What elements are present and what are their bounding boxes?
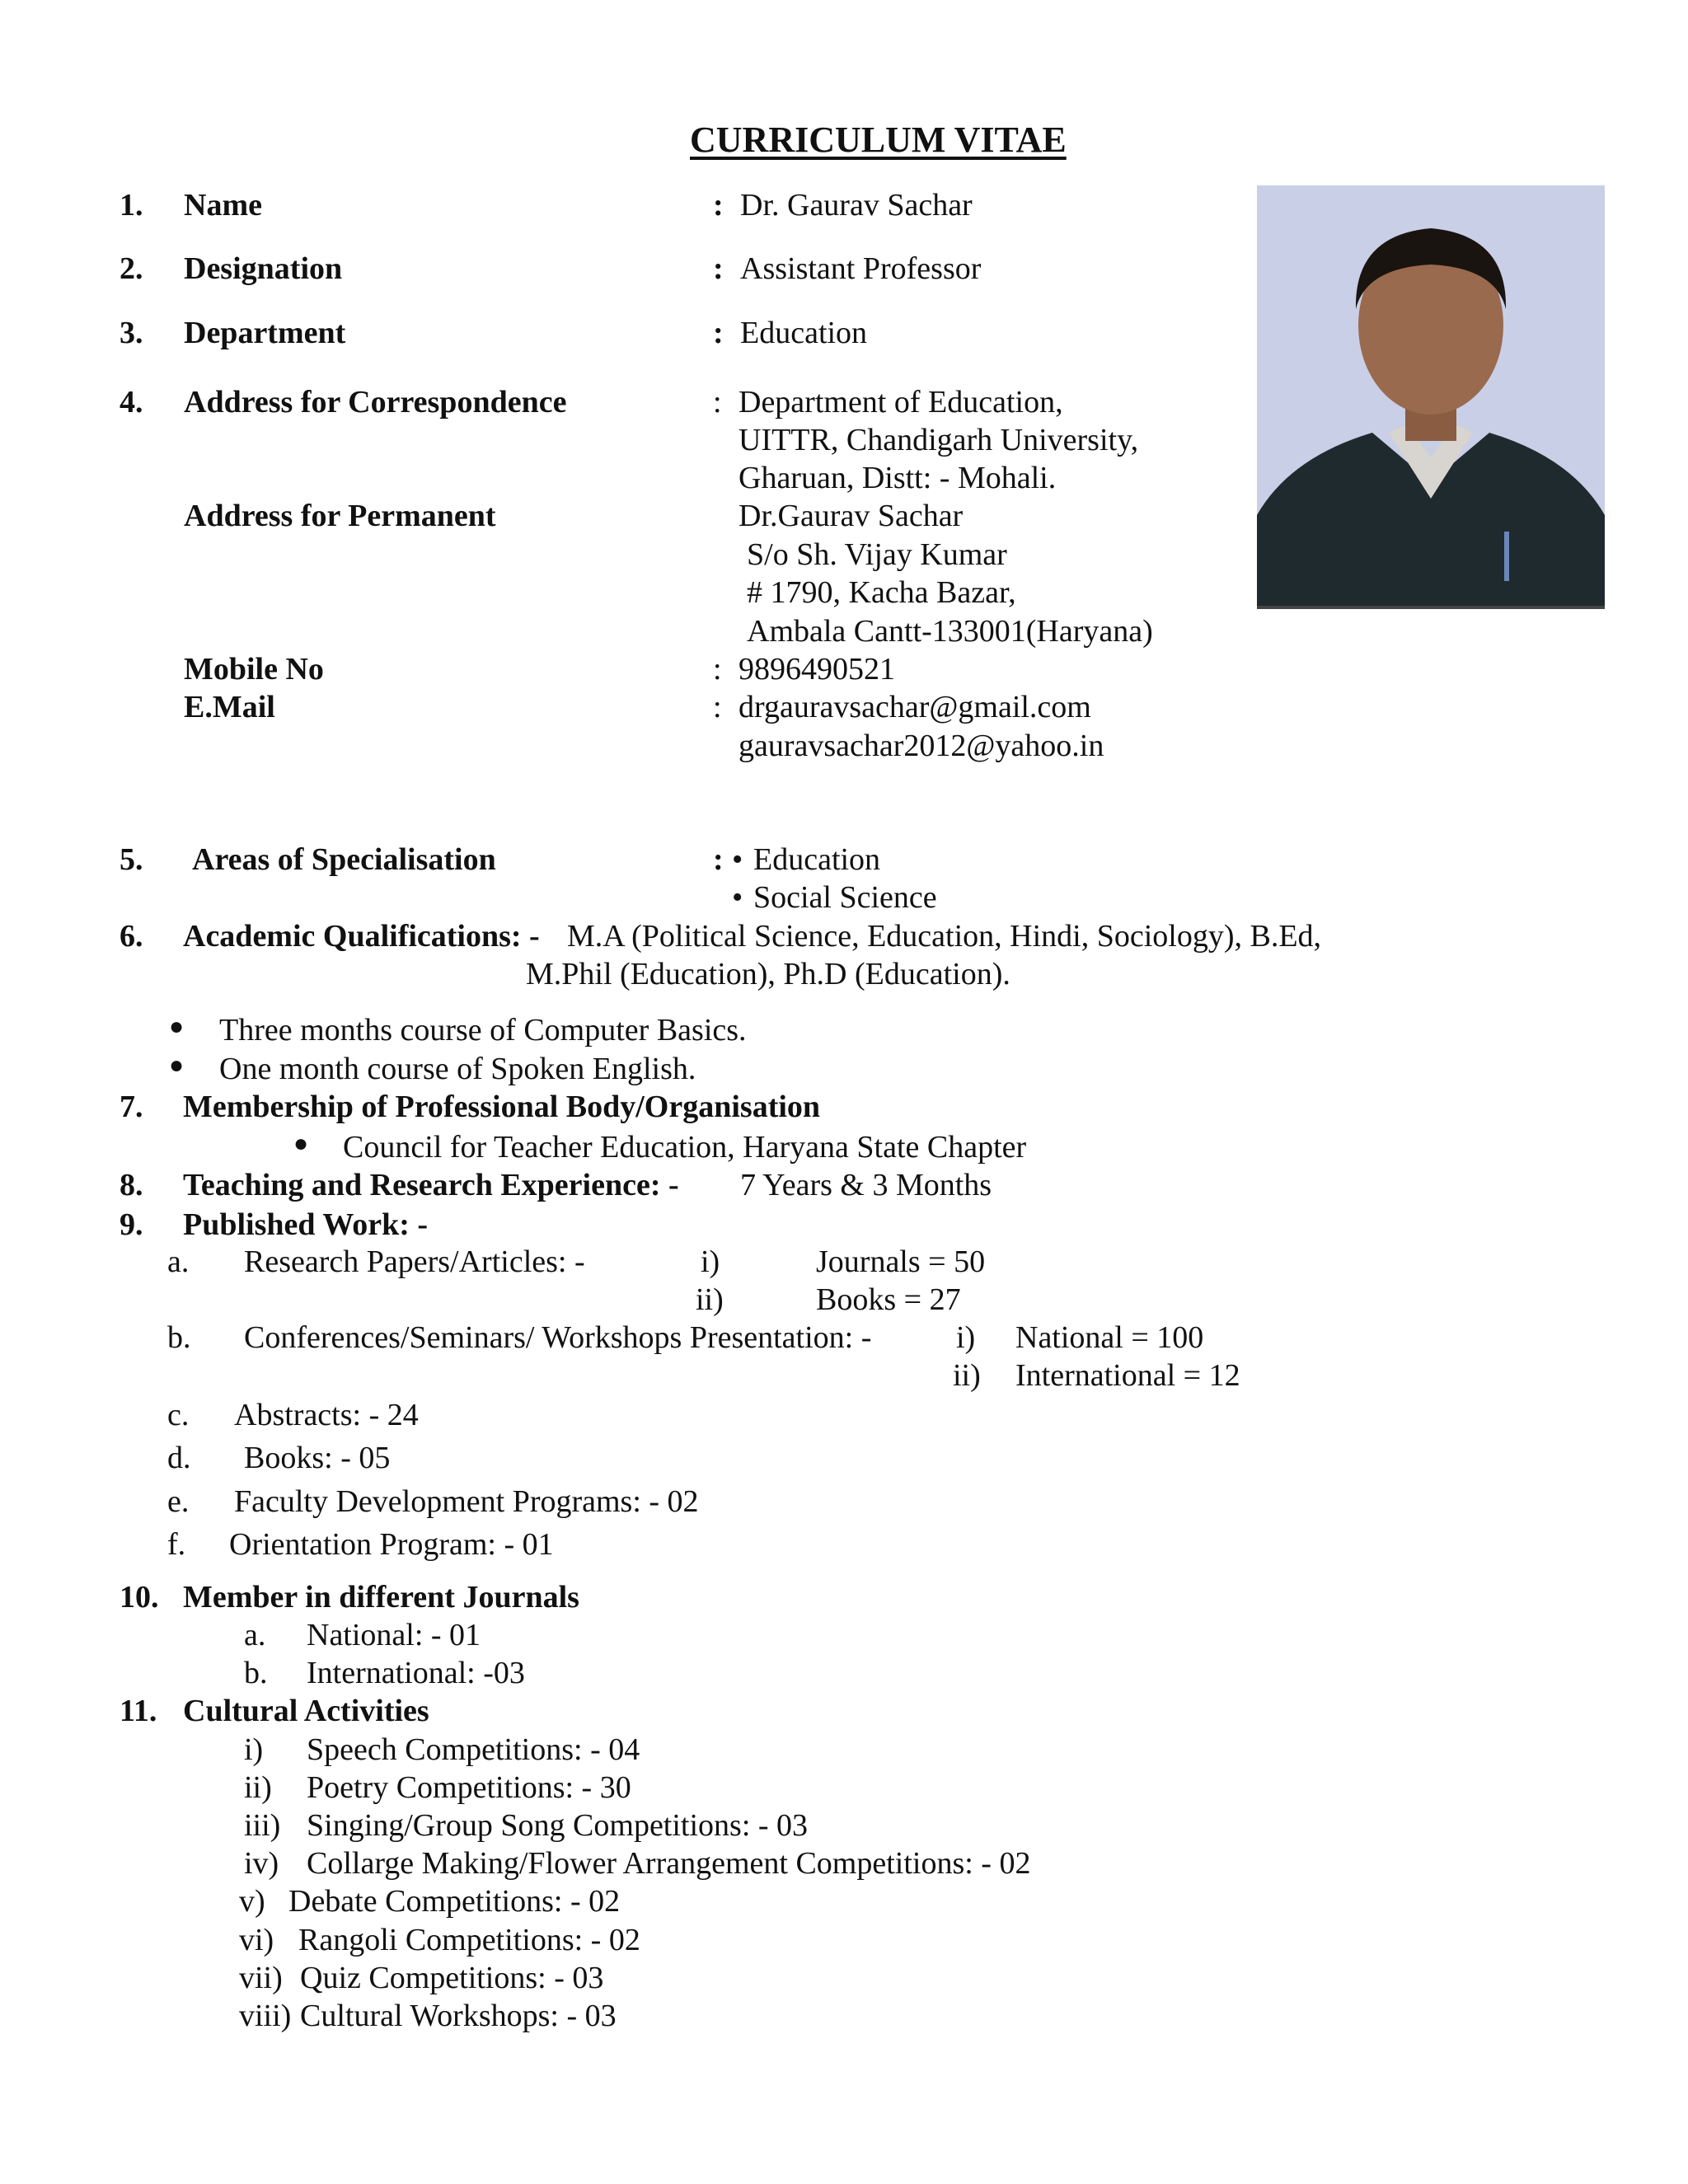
membership-item: Council for Teacher Education, Haryana State Chapter	[343, 1130, 1027, 1165]
email-value: gauravsachar2012@yahoo.in	[738, 729, 1104, 763]
designation-colon: :	[713, 251, 724, 286]
roman-numeral: iii)	[244, 1808, 281, 1843]
journals-label: Member in different Journals	[183, 1580, 579, 1615]
cultural-item: Cultural Workshops: - 03	[300, 1999, 617, 2033]
mobile-colon: :	[713, 652, 722, 687]
cultural-item: Singing/Group Song Competitions: - 03	[307, 1808, 809, 1843]
roman-numeral: viii)	[239, 1999, 292, 2033]
bullet-icon: •	[732, 842, 743, 877]
correspondence-address-line: UITTR, Chandigarh University,	[738, 423, 1139, 457]
books-count: Books = 27	[816, 1282, 961, 1317]
item-number-membership: 7.	[120, 1090, 143, 1124]
email-colon: :	[713, 690, 722, 724]
roman-numeral: ii)	[696, 1282, 724, 1317]
sub-item-letter: e.	[167, 1484, 190, 1519]
bullet-icon: •	[732, 880, 743, 915]
item-number-cultural: 11.	[120, 1694, 157, 1728]
sub-item-letter: d.	[167, 1441, 191, 1475]
qualifications-line: M.Phil (Education), Ph.D (Education).	[526, 957, 1010, 991]
correspondence-address-label: Address for Correspondence	[184, 385, 567, 419]
roman-numeral: vii)	[239, 1961, 283, 1995]
qualifications-line: M.A (Political Science, Education, Hindi, Sociology), B.Ed,	[567, 919, 1322, 954]
international-count: International = 12	[1015, 1358, 1240, 1393]
sub-item-letter: c.	[167, 1398, 190, 1432]
name-colon: :	[713, 188, 724, 223]
books-published-count: Books: - 05	[244, 1441, 391, 1475]
name-value: Dr. Gaurav Sachar	[740, 188, 973, 223]
designation-value: Assistant Professor	[740, 251, 982, 286]
qualifications-label: Academic Qualifications: -	[183, 919, 540, 954]
correspondence-address-line: Department of Education,	[738, 385, 1063, 419]
roman-numeral: ii)	[953, 1358, 981, 1393]
mobile-label: Mobile No	[184, 652, 324, 687]
department-value: Education	[740, 316, 868, 350]
cultural-label: Cultural Activities	[183, 1694, 429, 1728]
course-item: One month course of Spoken English.	[219, 1052, 696, 1086]
roman-numeral: ii)	[244, 1770, 272, 1805]
email-label: E.Mail	[184, 690, 275, 724]
mobile-value: 9896490521	[738, 652, 895, 687]
permanent-address-line: Ambala Cantt-133001(Haryana)	[747, 614, 1153, 649]
item-number-address: 4.	[120, 385, 143, 419]
document-title: CURRICULUM VITAE	[690, 120, 1067, 160]
department-label: Department	[184, 316, 346, 350]
journal-membership-item: International: -03	[307, 1656, 525, 1690]
roman-numeral: i)	[244, 1732, 264, 1767]
roman-numeral: v)	[239, 1884, 265, 1919]
bullet-icon: ●	[169, 1052, 185, 1079]
profile-photo	[1257, 185, 1605, 609]
membership-label: Membership of Professional Body/Organisation	[183, 1090, 821, 1124]
item-number-specialisation: 5.	[120, 842, 143, 877]
item-number-experience: 8.	[120, 1168, 143, 1202]
sub-item-letter: a.	[167, 1244, 190, 1279]
item-number-name: 1.	[120, 188, 143, 223]
sub-item-letter: b.	[167, 1320, 191, 1355]
cultural-item: Quiz Competitions: - 03	[300, 1961, 604, 1995]
bullet-icon: ●	[169, 1013, 185, 1040]
published-label: Published Work: -	[183, 1207, 429, 1242]
fdp-count: Faculty Development Programs: - 02	[234, 1484, 699, 1519]
roman-numeral: iv)	[244, 1846, 279, 1881]
research-papers-label: Research Papers/Articles: -	[244, 1244, 585, 1279]
permanent-address-line: S/o Sh. Vijay Kumar	[747, 537, 1007, 572]
cultural-item: Rangoli Competitions: - 02	[298, 1923, 640, 1957]
correspondence-address-colon: :	[713, 385, 722, 419]
abstracts-count: Abstracts: - 24	[234, 1398, 419, 1432]
item-number-designation: 2.	[120, 251, 143, 286]
conferences-label: Conferences/Seminars/ Workshops Presentation: -	[244, 1320, 872, 1355]
national-count: National = 100	[1015, 1320, 1204, 1355]
cultural-item: Collarge Making/Flower Arrangement Competitions: - 02	[307, 1846, 1031, 1881]
specialisation-item: Education	[753, 842, 881, 877]
sub-item-letter: b.	[244, 1656, 268, 1690]
journal-membership-item: National: - 01	[307, 1618, 481, 1652]
name-label: Name	[184, 188, 262, 223]
specialisation-colon: :	[713, 842, 724, 877]
cultural-item: Debate Competitions: - 02	[288, 1884, 621, 1919]
person-portrait-icon	[1257, 185, 1605, 606]
bullet-icon: ●	[293, 1130, 309, 1157]
permanent-address-label: Address for Permanent	[184, 499, 496, 533]
orientation-count: Orientation Program: - 01	[229, 1527, 554, 1562]
cultural-item: Poetry Competitions: - 30	[307, 1770, 631, 1805]
item-number-department: 3.	[120, 316, 143, 350]
permanent-address-line: # 1790, Kacha Bazar,	[747, 575, 1016, 610]
cultural-item: Speech Competitions: - 04	[307, 1732, 640, 1767]
designation-label: Designation	[184, 251, 343, 286]
item-number-journals: 10.	[120, 1580, 159, 1615]
specialisation-label: Areas of Specialisation	[192, 842, 496, 877]
sub-item-letter: f.	[167, 1527, 186, 1562]
roman-numeral: vi)	[239, 1923, 274, 1957]
experience-label: Teaching and Research Experience: -	[183, 1168, 679, 1202]
item-number-published: 9.	[120, 1207, 143, 1242]
email-value: drgauravsachar@gmail.com	[738, 690, 1091, 724]
course-item: Three months course of Computer Basics.	[219, 1013, 747, 1047]
journals-count: Journals = 50	[816, 1244, 986, 1279]
item-number-qualifications: 6.	[120, 919, 143, 954]
sub-item-letter: a.	[244, 1618, 266, 1652]
department-colon: :	[713, 316, 724, 350]
correspondence-address-line: Gharuan, Distt: - Mohali.	[738, 461, 1057, 495]
roman-numeral: i)	[701, 1244, 720, 1279]
specialisation-item: Social Science	[753, 880, 937, 915]
experience-value: 7 Years & 3 Months	[740, 1168, 992, 1202]
permanent-address-line: Dr.Gaurav Sachar	[738, 499, 964, 533]
roman-numeral: i)	[956, 1320, 976, 1355]
